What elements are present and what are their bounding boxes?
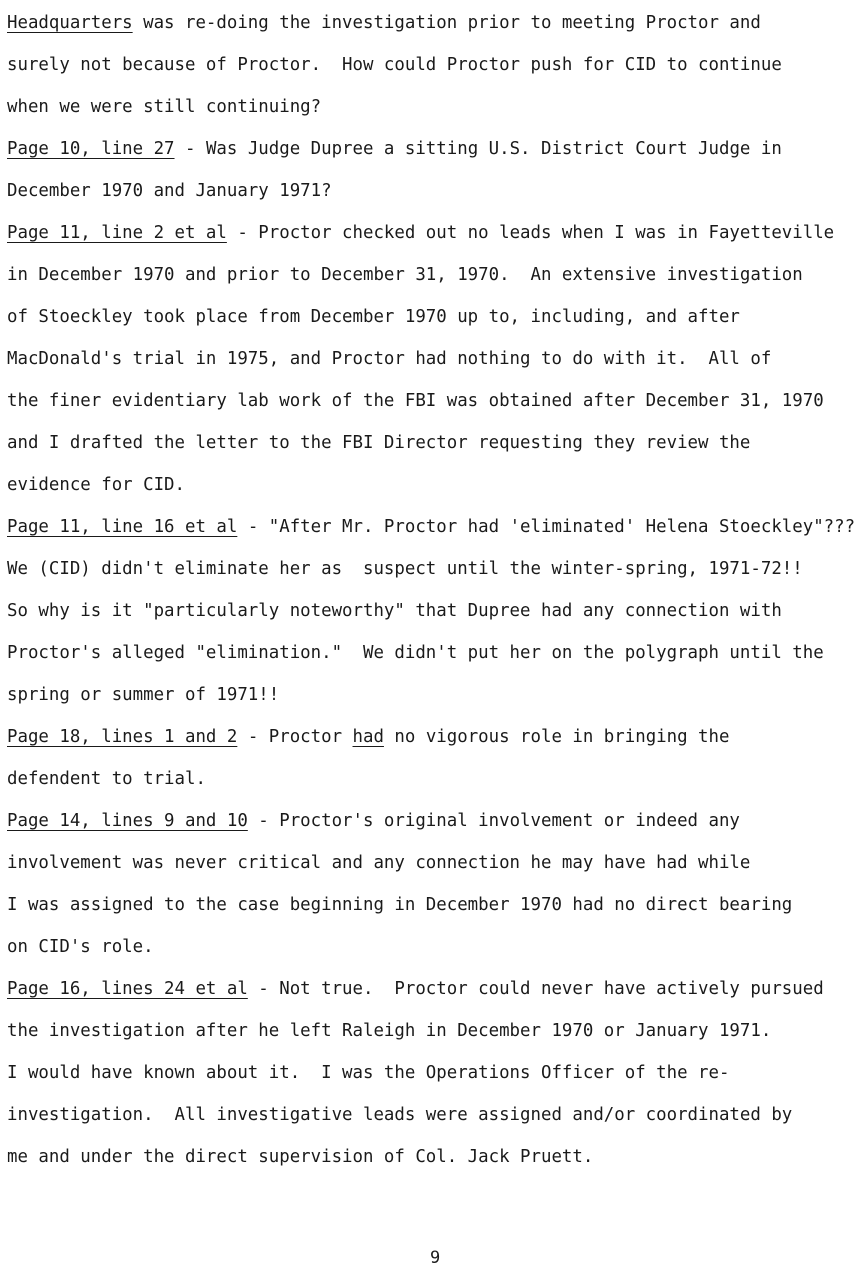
line-text: in December 1970 and prior to December 31, 1970. An extensive investigation bbox=[7, 265, 803, 285]
text-line bbox=[7, 474, 185, 496]
line-text: defendent to trial. bbox=[7, 769, 206, 789]
line-text: of Stoeckley took place from December 1970 up to, including, and after bbox=[7, 307, 740, 327]
line-text: no vigorous role in bringing the bbox=[383, 727, 730, 747]
text-line bbox=[7, 1062, 729, 1084]
text-line bbox=[7, 936, 154, 958]
page-number: 9 bbox=[430, 1248, 441, 1268]
underlined-reference: Page 18, lines 1 and 2 bbox=[7, 727, 238, 747]
line-text: - Proctor bbox=[237, 727, 353, 747]
line-text: I was assigned to the case beginning in December 1970 had no direct bearing bbox=[7, 895, 793, 915]
text-line bbox=[7, 726, 729, 748]
text-line bbox=[7, 432, 750, 454]
text-line bbox=[7, 978, 824, 1000]
line-text: - Proctor's original involvement or indeed any bbox=[247, 811, 740, 831]
text-line bbox=[7, 96, 321, 118]
line-text: the finer evidentiary lab work of the FBI was obtained after December 31, 1970 bbox=[7, 391, 824, 411]
line-text: So why is it "particularly noteworthy" that Dupree had any connection with bbox=[7, 601, 782, 621]
text-line bbox=[7, 54, 782, 76]
line-text: the investigation after he left Raleigh in December 1970 or January 1971. bbox=[7, 1021, 772, 1041]
line-text: when we were still continuing? bbox=[7, 97, 322, 117]
text-line bbox=[7, 894, 792, 916]
underlined-reference: Headquarters bbox=[7, 13, 133, 33]
line-text: - Proctor checked out no leads when I was in Fayetteville bbox=[226, 223, 835, 243]
text-line bbox=[7, 600, 782, 622]
line-text: MacDonald's trial in 1975, and Proctor had nothing to do with it. All of bbox=[7, 349, 772, 369]
text-line bbox=[7, 1104, 792, 1126]
text-line bbox=[7, 1020, 771, 1042]
line-text: - Not true. Proctor could never have actively pursued bbox=[247, 979, 824, 999]
text-line bbox=[7, 810, 740, 832]
text-line bbox=[7, 222, 834, 244]
text-line bbox=[7, 390, 824, 412]
underlined-reference: Page 10, line 27 bbox=[7, 139, 175, 159]
text-line bbox=[7, 348, 771, 370]
line-text: was re-doing the investigation prior to meeting Proctor and bbox=[132, 13, 761, 33]
text-line bbox=[7, 768, 206, 790]
underlined-reference: Page 14, lines 9 and 10 bbox=[7, 811, 248, 831]
line-text: We (CID) didn't eliminate her as suspect until the winter-spring, 1971-72!! bbox=[7, 559, 803, 579]
text-line bbox=[7, 180, 332, 202]
text-line bbox=[7, 306, 740, 328]
text-line bbox=[7, 642, 824, 664]
line-text: evidence for CID. bbox=[7, 475, 185, 495]
underlined-reference: Page 11, line 16 et al bbox=[7, 517, 238, 537]
text-line bbox=[7, 138, 782, 160]
line-text: and I drafted the letter to the FBI Director requesting they review the bbox=[7, 433, 751, 453]
text-line bbox=[7, 558, 803, 580]
text-line bbox=[7, 12, 761, 34]
text-line bbox=[7, 1146, 593, 1168]
line-text: - Was Judge Dupree a sitting U.S. District Court Judge in bbox=[174, 139, 782, 159]
text-line bbox=[7, 516, 855, 538]
line-text: surely not because of Proctor. How could Proctor push for CID to continue bbox=[7, 55, 782, 75]
line-text: I would have known about it. I was the Operations Officer of the re- bbox=[7, 1063, 730, 1083]
line-text: - "After Mr. Proctor had 'eliminated' Helena Stoeckley"??? bbox=[237, 517, 856, 537]
underlined-reference: had bbox=[352, 727, 384, 747]
line-text: Proctor's alleged "elimination." We didn't put her on the polygraph until the bbox=[7, 643, 824, 663]
underlined-reference: Page 16, lines 24 et al bbox=[7, 979, 248, 999]
line-text: on CID's role. bbox=[7, 937, 154, 957]
underlined-reference: Page 11, line 2 et al bbox=[7, 223, 227, 243]
text-line bbox=[7, 852, 750, 874]
text-line bbox=[7, 684, 279, 706]
line-text: investigation. All investigative leads were assigned and/or coordinated by bbox=[7, 1105, 793, 1125]
line-text: December 1970 and January 1971? bbox=[7, 181, 332, 201]
line-text: spring or summer of 1971!! bbox=[7, 685, 280, 705]
text-line bbox=[7, 264, 803, 286]
line-text: involvement was never critical and any connection he may have had while bbox=[7, 853, 751, 873]
line-text: me and under the direct supervision of Col. Jack Pruett. bbox=[7, 1147, 594, 1167]
